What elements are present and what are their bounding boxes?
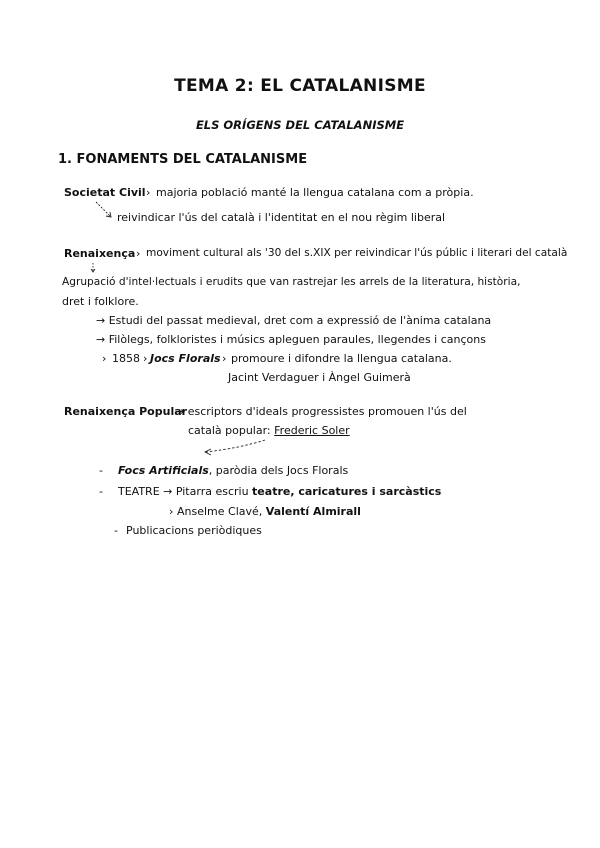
list-item-text: TEATRE → Pitarra escriu xyxy=(118,485,253,498)
renaixenca-bullet-2: → Filòlegs, folkloristes i músics apleguen paraules, llegendes i cançons xyxy=(96,333,486,346)
popular-line1: → escriptors d'ideals progressistes promouen l'ús del xyxy=(175,405,467,418)
societat-arrow: › xyxy=(146,186,151,199)
page-subtitle: ELS ORÍGENS DEL CATALANISME xyxy=(195,118,405,132)
list-item-dash: - xyxy=(99,464,103,477)
year-arrow: › xyxy=(102,352,107,365)
year-1858: 1858 xyxy=(112,352,140,365)
teatre-bold: teatre, caricatures i sarcàstics xyxy=(252,485,442,498)
valenti-almirall: Valentí Almirall xyxy=(265,505,361,518)
societat-down-arrow xyxy=(96,202,111,217)
jocs-florals-label: Jocs Florals xyxy=(150,352,221,365)
popular-line2 xyxy=(188,424,350,437)
renaixenca-arrow: › xyxy=(136,247,141,260)
renaixenca-desc-line1: Agrupació d'intel·lectuals i erudits que van rastrejar les arrels de la literatura, història, xyxy=(62,276,521,288)
renaixenca-definition: moviment cultural als '30 del s.XIX per reivindicar l'ús públic i literari del català xyxy=(146,247,568,259)
renaixenca-down-arrow xyxy=(91,263,95,272)
section-heading: 1. FONAMENTS DEL CATALANISME xyxy=(58,152,308,167)
jocs-description: promoure i difondre la llengua catalana. xyxy=(231,352,452,365)
jocs-authors: Jacint Verdaguer i Àngel Guimerà xyxy=(228,371,411,384)
popular-line2-prefix: català popular: xyxy=(188,424,275,437)
societat-label: Societat Civil xyxy=(64,186,146,199)
societat-line2: reivindicar l'ús del català i l'identitat en el nou règim liberal xyxy=(117,211,446,224)
list-item-arrow: › xyxy=(169,505,174,518)
list-item-dash: - xyxy=(114,524,118,537)
popular-label: Renaixença Popular xyxy=(64,405,188,418)
renaixenca-desc-line2: dret i folklore. xyxy=(62,295,139,308)
frederic-soler-name: Frederic Soler xyxy=(274,424,350,437)
renaixenca-label: Renaixença xyxy=(64,247,136,260)
jocs-arrow: › xyxy=(143,352,148,365)
list-item-dash: - xyxy=(99,485,103,498)
list-item-text: Anselme Clavé, xyxy=(177,505,266,518)
list-item-text: Publicacions periòdiques xyxy=(126,524,262,537)
renaixenca-bullet-1: → Estudi del passat medieval, dret com a expressió de l'ànima catalana xyxy=(96,314,492,327)
focs-artificials: Focs Artificials xyxy=(118,464,209,477)
list-item-text: , paròdia dels Jocs Florals xyxy=(208,464,349,477)
list-item xyxy=(118,485,441,498)
page-title: TEMA 2: EL CATALANISME xyxy=(174,76,426,96)
list-item xyxy=(177,505,361,518)
jocs-arrow-2: › xyxy=(222,352,227,365)
list-item xyxy=(118,464,348,477)
societat-line1: majoria població manté la llengua catalana com a pròpia. xyxy=(156,186,474,199)
soler-curve-arrow xyxy=(205,440,265,455)
